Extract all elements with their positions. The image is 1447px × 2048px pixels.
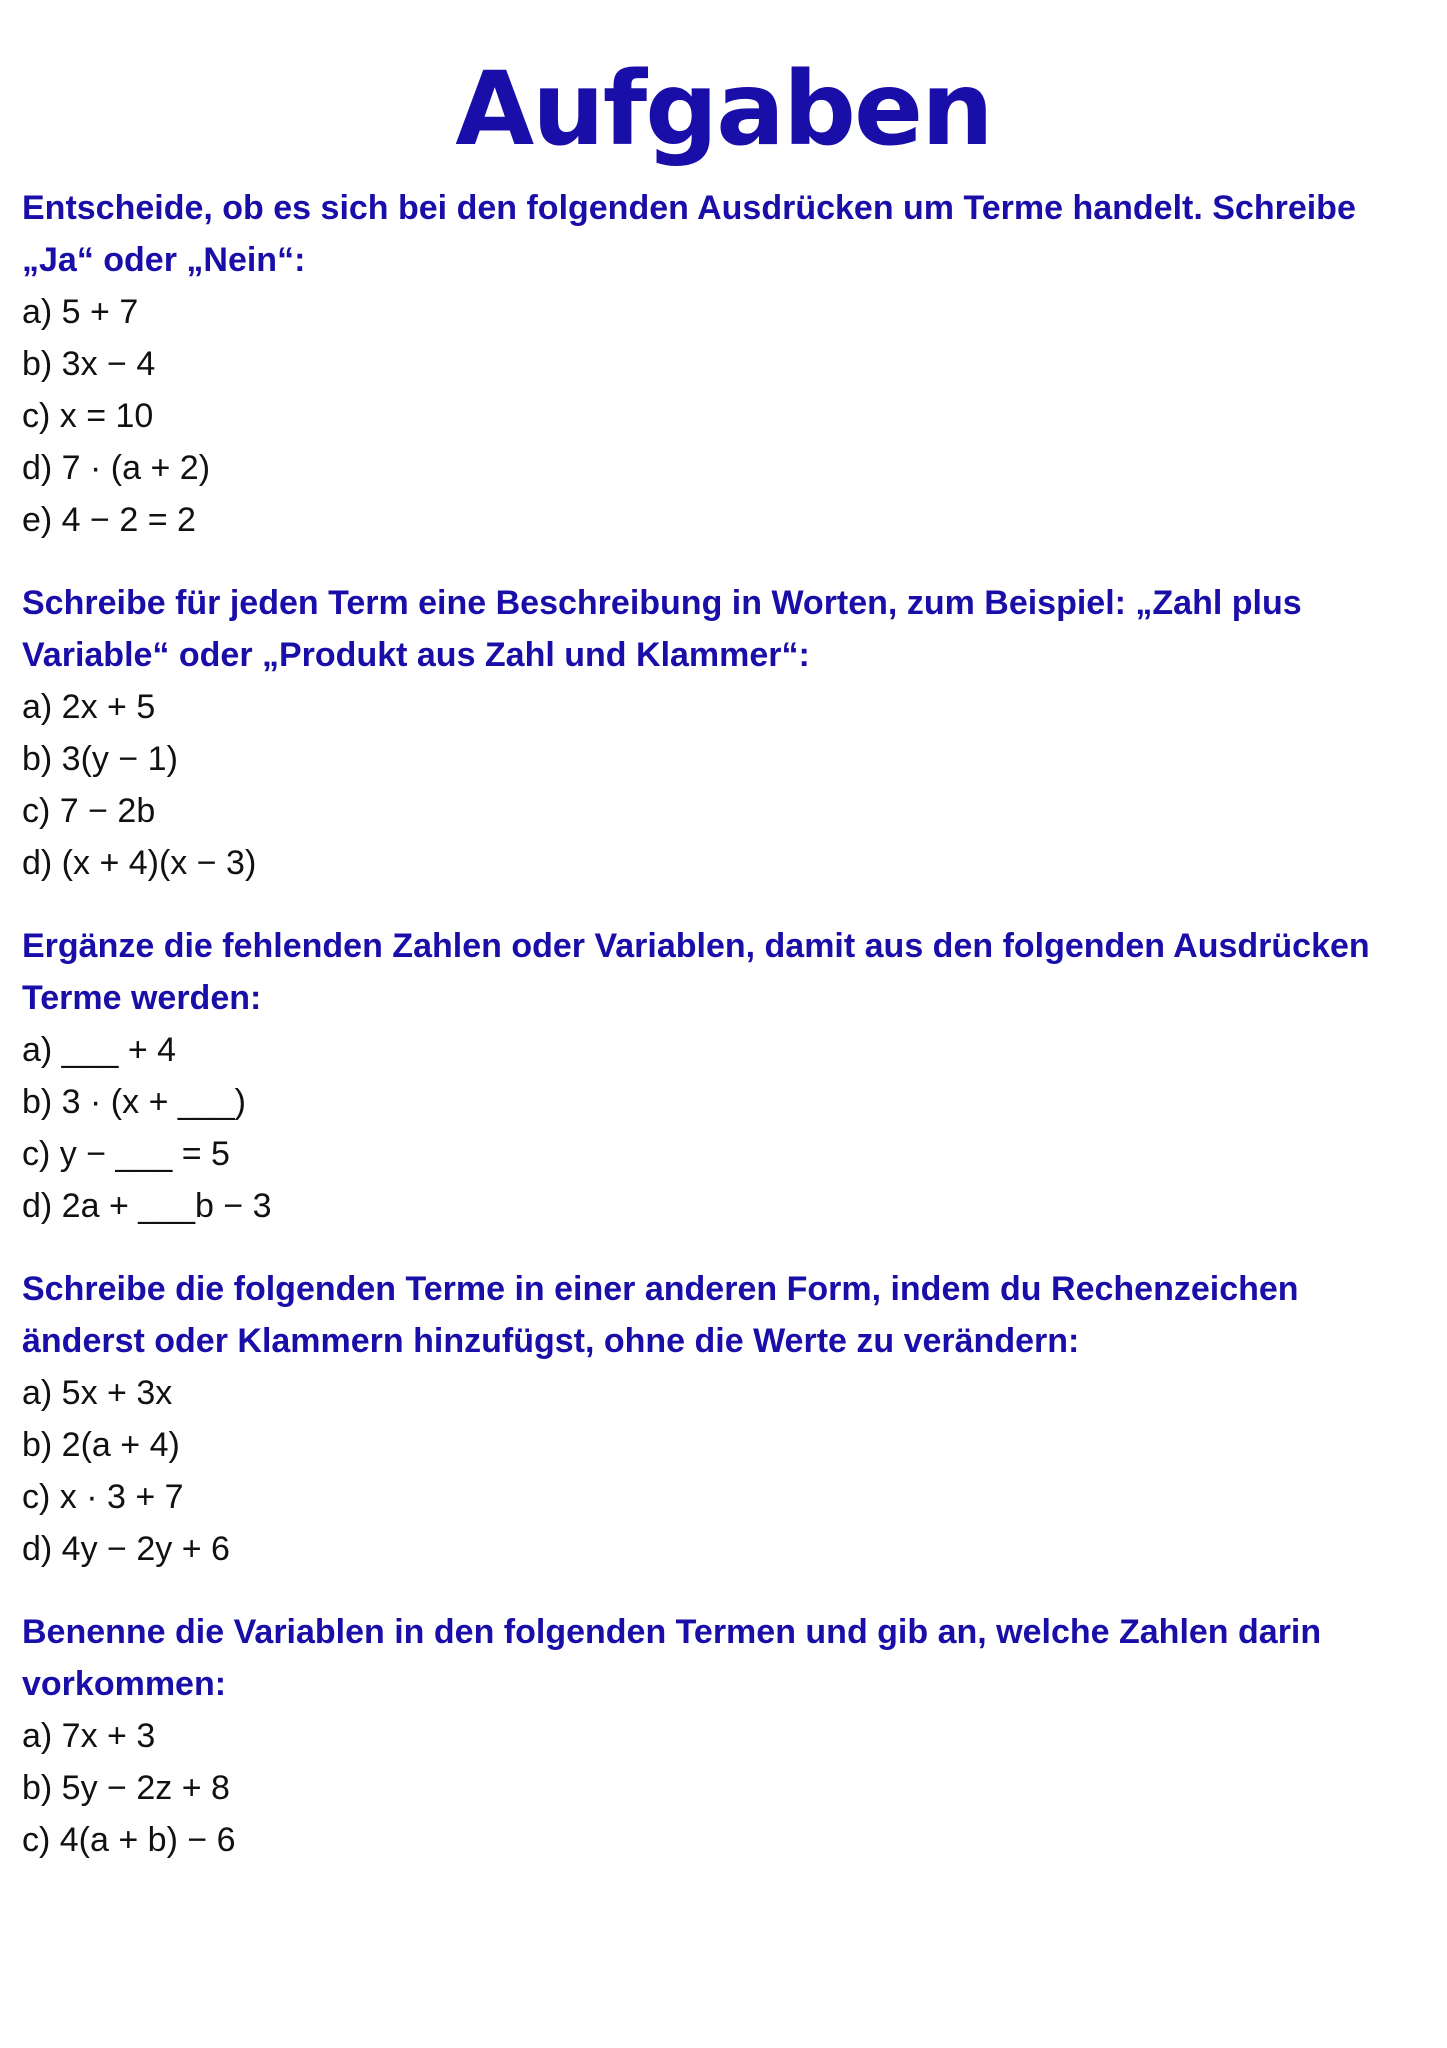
task-item-list bbox=[22, 286, 1425, 546]
task-item: c) y − ___ = 5 bbox=[22, 1135, 230, 1173]
task-3 bbox=[22, 920, 1425, 1232]
task-item: c) x = 10 bbox=[22, 397, 154, 435]
task-item: a) 2x + 5 bbox=[22, 688, 156, 726]
task-item: b) 3 · (x + ___) bbox=[22, 1083, 246, 1121]
task-item: e) 4 − 2 = 2 bbox=[22, 501, 196, 539]
task-item-list bbox=[22, 1367, 1425, 1575]
task-item: d) 7 · (a + 2) bbox=[22, 449, 211, 487]
task-item: a) 5 + 7 bbox=[22, 293, 139, 331]
task-item: b) 3x − 4 bbox=[22, 345, 156, 383]
task-prompt: Ergänze die fehlenden Zahlen oder Variablen, damit aus den folgenden Ausdrücken Terme werden: bbox=[22, 927, 1370, 1017]
task-item: c) 4(a + b) − 6 bbox=[22, 1821, 236, 1859]
task-prompt: Schreibe die folgenden Terme in einer anderen Form, indem du Rechenzeichen änderst oder Klammern hinzufügst, ohne die Werte zu verändern: bbox=[22, 1270, 1299, 1360]
task-item-list bbox=[22, 1710, 1425, 1866]
task-item: b) 5y − 2z + 8 bbox=[22, 1769, 230, 1807]
task-item-list bbox=[22, 681, 1425, 889]
task-prompt: Benenne die Variablen in den folgenden Termen und gib an, welche Zahlen darin vorkommen: bbox=[22, 1613, 1322, 1703]
task-2 bbox=[22, 577, 1425, 889]
task-item: c) x · 3 + 7 bbox=[22, 1478, 184, 1516]
task-5 bbox=[22, 1606, 1425, 1866]
task-item: d) (x + 4)(x − 3) bbox=[22, 844, 257, 882]
task-1 bbox=[22, 182, 1425, 546]
task-4 bbox=[22, 1263, 1425, 1575]
task-item: d) 2a + ___b − 3 bbox=[22, 1187, 272, 1225]
task-item: d) 4y − 2y + 6 bbox=[22, 1530, 230, 1568]
task-item: c) 7 − 2b bbox=[22, 792, 156, 830]
task-item: b) 2(a + 4) bbox=[22, 1426, 180, 1464]
task-item: a) ___ + 4 bbox=[22, 1031, 177, 1069]
task-item: b) 3(y − 1) bbox=[22, 740, 178, 778]
page-title: Aufgaben bbox=[455, 50, 992, 169]
task-prompt: Entscheide, ob es sich bei den folgenden Ausdrücken um Terme handelt. Schreibe „Ja“ oder „Nein“: bbox=[22, 189, 1356, 279]
task-item: a) 7x + 3 bbox=[22, 1717, 156, 1755]
task-item: a) 5x + 3x bbox=[22, 1374, 173, 1412]
task-prompt: Schreibe für jeden Term eine Beschreibung in Worten, zum Beispiel: „Zahl plus Variable“ oder „Produkt aus Zahl und Klammer“: bbox=[22, 584, 1302, 674]
task-item-list bbox=[22, 1024, 1425, 1232]
